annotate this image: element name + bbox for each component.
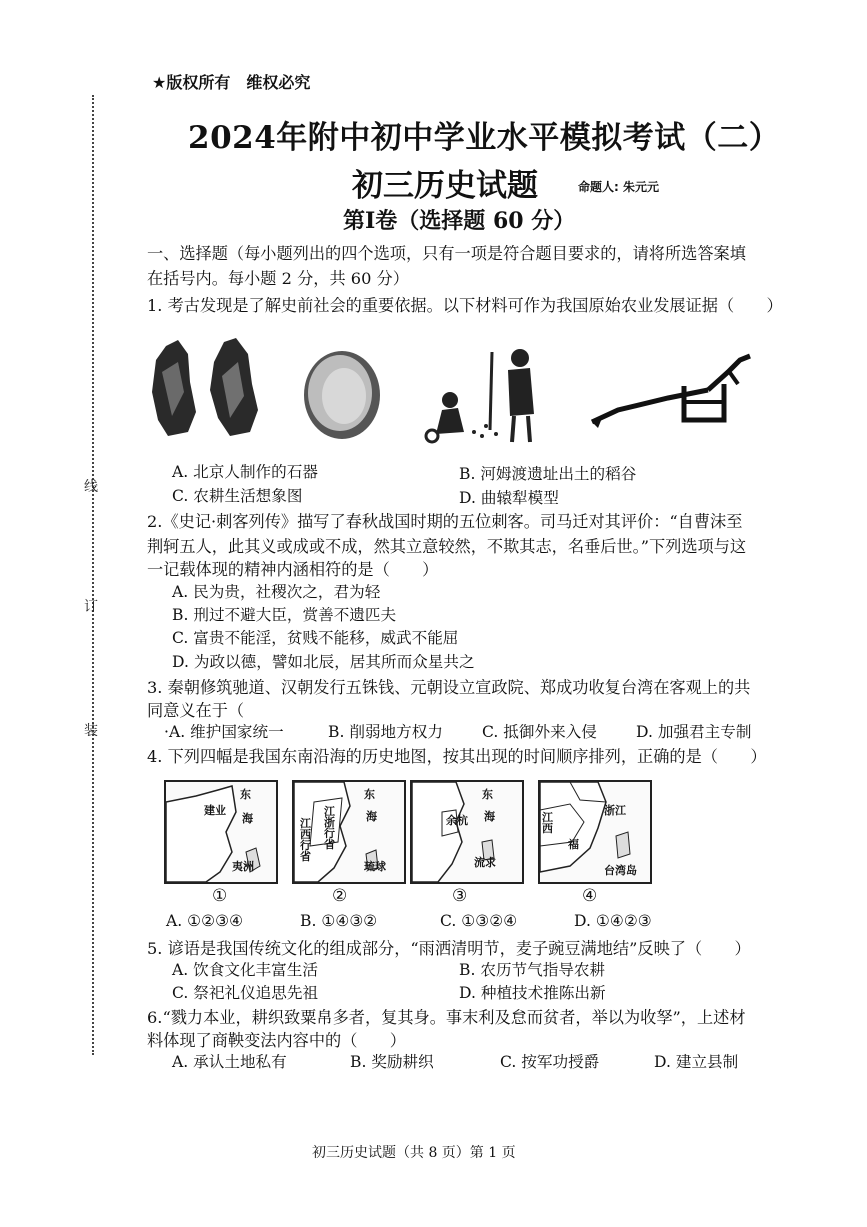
section-instruction-1: 一、选择题（每小题列出的四个选项，只有一项是符合题目要求的，请将所选答案填 <box>147 244 746 263</box>
q3-option-d[interactable]: D. 加强君主专制 <box>636 723 752 741</box>
map-1-number: ① <box>212 886 228 906</box>
q3-option-a[interactable]: ·A. 维护国家统一 <box>164 723 284 741</box>
q5-option-b[interactable]: B. 农历节气指导农耕 <box>459 961 606 979</box>
rice-grain-image <box>300 348 384 442</box>
q6-option-c[interactable]: C. 按军功授爵 <box>500 1053 600 1071</box>
q6-option-d[interactable]: D. 建立县制 <box>654 1053 739 1071</box>
q4-option-c[interactable]: C. ①③②④ <box>440 912 518 930</box>
exam-subtitle: 初三历史试题 <box>352 168 538 204</box>
q3-option-b[interactable]: B. 削弱地方权力 <box>328 723 443 741</box>
q4-option-b[interactable]: B. ①④③② <box>300 912 378 930</box>
q3-option-c[interactable]: C. 抵御外来入侵 <box>482 723 597 741</box>
map-3 <box>410 780 524 884</box>
map1-label-sea: 海 <box>242 812 253 825</box>
map-3-number: ③ <box>452 886 468 906</box>
binding-dotted-line <box>92 95 94 1055</box>
q2-option-d[interactable]: D. 为政以德，譬如北辰，居其所而众星共之 <box>172 653 475 671</box>
q5-option-a[interactable]: A. 饮食文化丰富生活 <box>172 961 318 979</box>
copyright-notice: ★版权所有 维权必究 <box>152 73 311 92</box>
map3-label-liuqiu: 流求 <box>474 856 496 869</box>
margin-char-line: 线 <box>84 479 98 495</box>
q6-option-b[interactable]: B. 奖励耕织 <box>350 1053 434 1071</box>
map4-label-fu: 福 <box>568 838 579 851</box>
q2-option-a[interactable]: A. 民为贵，社稷次之，君为轻 <box>172 583 381 601</box>
map2-label-jiangxi: 江西行省 <box>300 817 311 863</box>
map-4 <box>538 780 652 884</box>
section-instruction-2: 在括号内。每小题 2 分，共 60 分） <box>147 269 409 288</box>
q4-option-d[interactable]: D. ①④②③ <box>574 912 652 930</box>
q1-option-c[interactable]: C. 农耕生活想象图 <box>172 487 303 505</box>
exam-title: 2024年附中初中学业水平模拟考试（二） <box>188 120 781 156</box>
q1-option-a[interactable]: A. 北京人制作的石器 <box>172 463 318 481</box>
margin-char-order: 订 <box>84 599 98 615</box>
q2-stem-1: 2.《史记·刺客列传》描写了春秋战国时期的五位刺客。司马迁对其评价：“自曹沫至 <box>147 512 743 531</box>
q6-stem-1: 6.“戮力本业，耕织致粟帛多者，复其身。事末利及怠而贫者，举以为收孥”，上述材 <box>147 1008 746 1027</box>
q1-option-b[interactable]: B. 河姆渡遗址出土的稻谷 <box>459 465 637 483</box>
q4-stem: 4. 下列四幅是我国东南沿海的历史地图，按其出现的时间顺序排列，正确的是（ ） <box>147 747 767 766</box>
map1-label-yizhou: 夷洲 <box>232 860 254 873</box>
q1-stem: 1. 考古发现是了解史前社会的重要依据。以下材料可作为我国原始农业发展证据（ ） <box>147 296 783 315</box>
curved-plough-image <box>588 350 758 430</box>
map3-label-yuhang: 余杭 <box>446 814 468 827</box>
q6-option-a[interactable]: A. 承认土地私有 <box>172 1053 287 1071</box>
q5-stem: 5. 谚语是我国传统文化的组成部分，“雨洒清明节，麦子豌豆满地结”反映了（ ） <box>147 939 751 958</box>
stone-tools-image <box>148 332 270 442</box>
map1-label-jianye: 建业 <box>204 804 226 817</box>
farming-life-image <box>424 344 548 444</box>
q2-option-c[interactable]: C. 富贵不能淫，贫贱不能移，威武不能屈 <box>172 629 459 647</box>
q1-option-d[interactable]: D. 曲辕犁模型 <box>459 489 559 507</box>
map1-label-east: 东 <box>240 788 251 801</box>
q2-stem-3: 一记载体现的精神内涵相符的是（ ） <box>147 560 439 579</box>
map4-label-jiangxi: 江西 <box>542 811 553 835</box>
map3-label-sea: 海 <box>484 810 495 823</box>
map-4-number: ④ <box>582 886 598 906</box>
margin-char-bind: 装 <box>84 723 98 739</box>
q3-stem-2: 同意义在于（ <box>147 701 245 720</box>
map-1 <box>164 780 278 884</box>
q6-stem-2: 料体现了商鞅变法内容中的（ ） <box>147 1031 406 1050</box>
volume-heading: 第Ⅰ卷（选择题 60 分） <box>343 208 576 234</box>
map3-label-east: 东 <box>482 788 493 801</box>
map2-label-east: 东 <box>364 788 375 801</box>
exam-author: 命题人: 朱元元 <box>578 180 659 194</box>
map-2-number: ② <box>332 886 348 906</box>
q2-option-b[interactable]: B. 刑过不避大臣，赏善不遗匹夫 <box>172 606 397 624</box>
map2-label-liuqiu: 琉球 <box>364 860 386 873</box>
page-footer: 初三历史试题（共 8 页）第 1 页 <box>312 1145 516 1161</box>
q4-option-a[interactable]: A. ①②③④ <box>166 912 244 930</box>
map2-label-sea: 海 <box>366 810 377 823</box>
map4-label-taiwan: 台湾岛 <box>604 864 637 877</box>
q5-option-c[interactable]: C. 祭祀礼仪追思先祖 <box>172 984 319 1002</box>
q2-stem-2: 荆轲五人，此其义或成或不成，然其立意较然，不欺其志，名垂后世。”下列选项与这 <box>147 537 747 556</box>
map-2 <box>292 780 406 884</box>
map4-label-zhejiang: 浙江 <box>604 804 626 817</box>
q5-option-d[interactable]: D. 种植技术推陈出新 <box>459 984 606 1002</box>
map2-label-jiangzhe: 江浙行省 <box>324 805 335 851</box>
q3-stem-1: 3. 秦朝修筑驰道、汉朝发行五铢钱、元朝设立宣政院、郑成功收复台湾在客观上的共 <box>147 678 751 697</box>
